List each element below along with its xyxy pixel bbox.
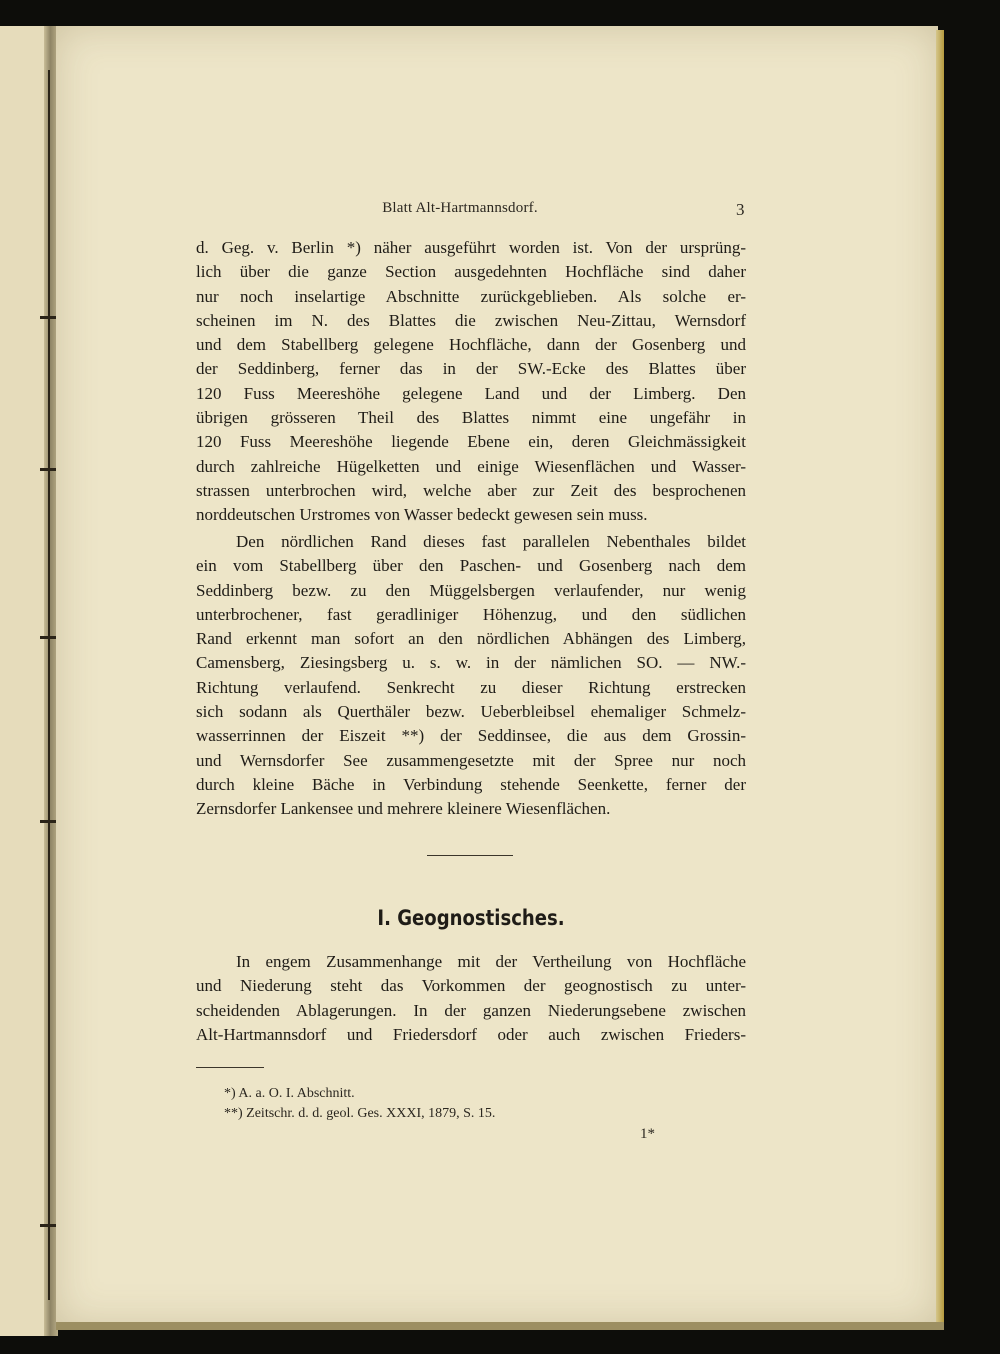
text-line: Zernsdorfer Lankensee und mehrere kleinere Wiesenflächen. — [196, 799, 611, 819]
text-line: ein vom Stabellberg über den Paschen- und Gosenberg nach dem — [196, 556, 746, 576]
text-line: norddeutschen Urstromes von Wasser bedeckt gewesen sein muss. — [196, 505, 648, 525]
text-line: durch zahlreiche Hügelketten und einige Wiesenflächen und Wasser- — [196, 456, 746, 476]
binding-thread — [48, 70, 50, 1300]
text-line: nur noch inselartige Abschnitte zurückgeblieben. Als solche er- — [196, 286, 746, 306]
text-line: und Wernsdorfer See zusammengesetzte mit der Spree nur noch — [196, 750, 746, 770]
page-bottom-edge — [56, 1322, 944, 1330]
footnote-rule — [196, 1067, 264, 1068]
text-line: sich sodann als Querthäler bezw. Ueberbleibsel ehemaliger Schmelz- — [196, 702, 746, 722]
text-line: Seddinberg bezw. zu den Müggelsbergen verlaufender, nur wenig — [196, 580, 746, 600]
text-line: Richtung verlaufend. Senkrecht zu dieser Richtung erstrecken — [196, 677, 746, 697]
section-heading: I. Geognostisches. — [377, 906, 565, 930]
paragraph-2 — [196, 530, 746, 822]
page-number: 3 — [736, 200, 745, 219]
signature-mark: 1* — [640, 1126, 655, 1142]
text-line: strassen unterbrochen wird, welche aber zur Zeit des besprochenen — [196, 480, 746, 500]
text-line: und Niederung steht das Vorkommen der geognostisch zu unter- — [196, 976, 746, 996]
text-line: In engem Zusammenhange mit der Vertheilung von Hochfläche — [236, 952, 746, 971]
text-line: wasserrinnen der Eiszeit **) der Seddinsee, die aus dem Grossin- — [196, 726, 746, 746]
text-line: und dem Stabellberg gelegene Hochfläche, dann der Gosenberg und — [196, 335, 746, 355]
text-line: scheinen im N. des Blattes die zwischen Neu-Zittau, Wernsdorf — [196, 310, 746, 330]
text-line: Camensberg, Ziesingsberg u. s. w. in der nämlichen SO. — NW.- — [196, 653, 746, 673]
text-line: Rand erkennt man sofort an den nördlichen Abhängen des Limberg, — [196, 629, 746, 649]
text-line: der Seddinberg, ferner das in der SW.-Ecke des Blattes über — [196, 359, 746, 379]
text-line: 120 Fuss Meereshöhe gelegene Land und der Limberg. Den — [196, 383, 746, 403]
page-fore-edge — [936, 30, 944, 1326]
section-separator-rule — [427, 855, 513, 856]
paragraph-1 — [196, 236, 746, 528]
text-line: unterbrochener, fast geradliniger Höhenzug, und den südlichen — [196, 604, 746, 624]
text-line: scheidenden Ablagerungen. In der ganzen Niederungsebene zwischen — [196, 1000, 746, 1020]
text-line: d. Geg. v. Berlin *) näher ausgeführt worden ist. Von der ursprüng- — [196, 238, 746, 257]
paragraph-3 — [196, 950, 746, 1047]
text-line: lich über die ganze Section ausgedehnten Hochfläche sind daher — [196, 262, 746, 282]
text-line: Den nördlichen Rand dieses fast parallelen Nebenthales bildet — [236, 532, 746, 551]
text-line: übrigen grösseren Theil des Blattes nimmt eine ungefähr in — [196, 408, 746, 428]
text-line: Alt-Hartmannsdorf und Friedersdorf oder auch zwischen Frieders- — [196, 1024, 746, 1044]
footnote: **) Zeitschr. d. d. geol. Ges. XXXI, 1879, S. 15. — [224, 1106, 496, 1121]
text-line: 120 Fuss Meereshöhe liegende Ebene ein, deren Gleichmässigkeit — [196, 432, 746, 452]
footnote: *) A. a. O. I. Abschnitt. — [224, 1086, 355, 1101]
text-line: durch kleine Bäche in Verbindung stehende Seenkette, ferner der — [196, 774, 746, 794]
running-head: Blatt Alt-Hartmannsdorf. — [382, 200, 538, 216]
